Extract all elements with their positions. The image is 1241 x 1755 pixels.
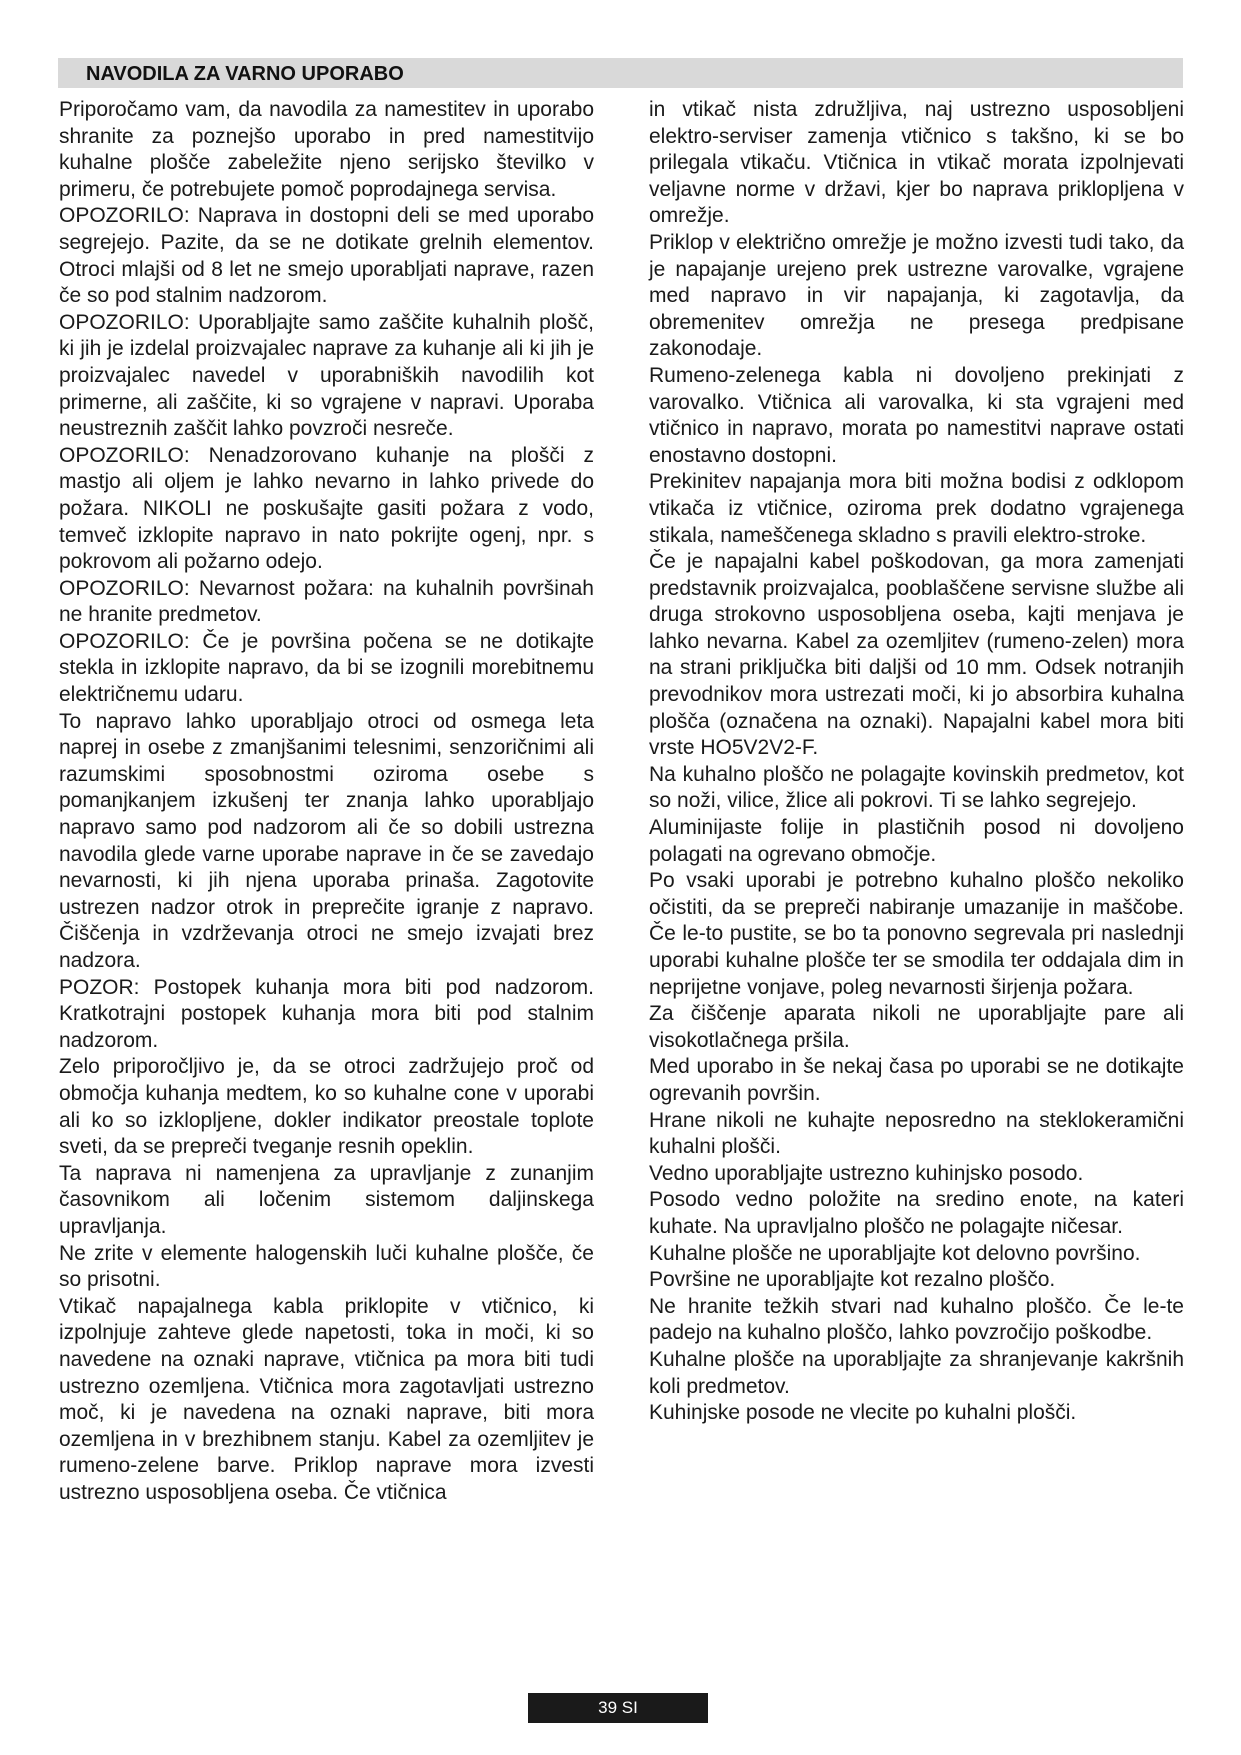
page-number: 39 SI: [598, 1698, 638, 1717]
paragraph: Aluminijaste folije in plastičnih posod ni dovoljeno polagati na ogrevano območje.: [649, 816, 1184, 866]
paragraph: Priporočamo vam, da navodila za namestitev in uporabo shranite za poznejšo uporabo in pred namestitvijo kuhalne plošče zabeležite njeno serijsko številko v primeru, če potrebujete pomoč poprodajnega servisa.: [59, 98, 594, 201]
paragraph: Posodo vedno položite na sredino enote, na kateri kuhate. Na upravljalno ploščo ne polagajte ničesar.: [649, 1188, 1184, 1238]
page-number-badge: [528, 1693, 708, 1723]
paragraph: Med uporabo in še nekaj časa po uporabi se ne dotikajte ogrevanih površin.: [649, 1055, 1184, 1105]
paragraph: Kuhinjske posode ne vlecite po kuhalni plošči.: [649, 1401, 1077, 1425]
paragraph: OPOZORILO: Nevarnost požara: na kuhalnih površinah ne hranite predmetov.: [59, 576, 594, 627]
paragraph: Ne zrite v elemente halogenskih luči kuhalne plošče, če so prisotni.: [59, 1241, 594, 1292]
paragraph: POZOR: Postopek kuhanja mora biti pod nadzorom. Kratkotrajni postopek kuhanja mora biti pod stalnim nadzorom.: [59, 975, 594, 1052]
paragraph: Prekinitev napajanja mora biti možna bodisi z odklopom vtikača iz vtičnice, oziroma prek dodatno vgrajenega stikala, nameščenega skladno s pravili elektro-stroke.: [649, 470, 1184, 547]
section-header-bar: [58, 58, 1183, 88]
section-title: NAVODILA ZA VARNO UPORABO: [86, 63, 404, 85]
paragraph: Rumeno-zelenega kabla ni dovoljeno prekinjati z varovalko. Vtičnica ali varovalka, ki sta vgrajeni med vtičnico in napravo, morata po namestitvi naprave ostati enostavno dostopni.: [649, 363, 1184, 467]
paragraph: OPOZORILO: Uporabljajte samo zaščite kuhalnih plošč, ki jih je izdelal proizvajalec naprave za kuhanje ali ki jih je proizvajalec navedel v uporabniških navodilih kot primerne, ali zaščite, ki so vgrajene v napravi. Uporaba neustreznih zaščit lahko povzroči nesreče.: [59, 310, 594, 441]
paragraph: OPOZORILO: Nenadzorovano kuhanje na plošči z mastjo ali oljem je lahko nevarno in lahko privede do požara. NIKOLI ne poskušajte gasiti požara z vodo, temveč izklopite napravo in nato pokrijte ogenj, npr. s pokrovom ali požarno odejo.: [59, 443, 594, 574]
paragraph: Za čiščenje aparata nikoli ne uporabljajte pare ali visokotlačnega pršila.: [649, 1002, 1184, 1052]
paragraph: Ne hranite težkih stvari nad kuhalno ploščo. Če le-te padejo na kuhalno ploščo, lahko povzročijo poškodbe.: [649, 1294, 1184, 1345]
paragraph: Vedno uporabljajte ustrezno kuhinjsko posodo.: [649, 1161, 1084, 1185]
paragraph: Kuhalne plošče na uporabljajte za shranjevanje kakršnih koli predmetov.: [649, 1347, 1184, 1398]
right-text-column: [649, 97, 1184, 1427]
paragraph: OPOZORILO: Naprava in dostopni deli se med uporabo segrejejo. Pazite, da se ne dotikate grelnih elementov. Otroci mlajši od 8 let ne smejo uporabljati naprave, razen če so pod stalnim nadzorom.: [59, 204, 594, 308]
paragraph: Po vsaki uporabi je potrebno kuhalno ploščo nekoliko očistiti, da se prepreči nabiranje umazanije in maščobe. Če le-to pustite, se bo ta ponovno segrevala pri naslednji uporabi kuhalne plošče ter se smodila ter oddajala dim in neprijetne vonjave, poleg nevarnosti širjenja požara.: [649, 869, 1184, 999]
paragraph: Priklop v električno omrežje je možno izvesti tudi tako, da je napajanje urejeno prek ustrezne varovalke, vgrajene med napravo in vir napajanja, ki zagotavlja, da obremenitev omrežja ne presega predpisane zakonodaje.: [649, 230, 1184, 361]
paragraph: OPOZORILO: Če je površina počena se ne dotikajte stekla in izklopite napravo, da bi se izognili morebitnemu električnemu udaru.: [59, 629, 594, 707]
paragraph: in vtikač nista združljiva, naj ustrezno usposobljeni elektro-serviser zamenja vtičnico s takšno, ki se bo prilegala vtikaču. Vtičnica in vtikač morata izpolnjevati veljavne norme v državi, kjer bo naprava priklopljena v omrežje.: [649, 98, 1184, 228]
paragraph: Na kuhalno ploščo ne polagajte kovinskih predmetov, kot so noži, vilice, žlice ali pokrovi. Ti se lahko segrejejo.: [649, 762, 1184, 813]
paragraph: Vtikač napajalnega kabla priklopite v vtičnico, ki izpolnjuje zahteve glede napetosti, toka in moči, ki so navedene na oznaki naprave, vtičnica pa mora biti tudi ustrezno ozemljena. Vtičnica mora zagotavljati ustrezno moč, ki je navedena na oznaki naprave, biti mora ozemljena in v brezhibnem stanju. Kabel za ozemljitev je rumeno-zelene barve. Priklop naprave mora izvesti ustrezno usposobljena oseba. Če vtičnica: [59, 1294, 594, 1504]
paragraph: To napravo lahko uporabljajo otroci od osmega leta naprej in osebe z zmanjšanimi telesnimi, senzoričnimi ali razumskimi sposobnostmi oziroma osebe s pomanjkanjem izkušenj ter znanja lahko uporabljajo napravo samo pod nadzorom ali če so dobili ustrezna navodila glede varne uporabe naprave in če se zavedajo nevarnosti, ki jih njena uporaba prinaša. Zagotovite ustrezen nadzor otrok in preprečite igranje z napravo. Čiščenja in vzdrževanja otroci ne smejo izvajati brez nadzora.: [59, 709, 594, 972]
paragraph: Ta naprava ni namenjena za upravljanje z zunanjim časovnikom ali ločenim sistemom daljinskega upravljanja.: [59, 1161, 594, 1238]
paragraph: Zelo priporočljivo je, da se otroci zadržujejo proč od območja kuhanja medtem, ko so kuhalne cone v uporabi ali ko so izklopljene, dokler indikator preostale toplote sveti, da se prepreči tveganje resnih opeklin.: [59, 1055, 594, 1159]
paragraph: Če je napajalni kabel poškodovan, ga mora zamenjati predstavnik proizvajalca, pooblaščene servisne službe ali druga strokovno usposobljena oseba, kajti menjava je lahko nevarna. Kabel za ozemljitev (rumeno-zelen) mora na strani priključka biti daljši od 10 mm. Odsek notranjih prevodnikov mora ustrezati moči, ki jo absorbira kuhalna plošča (označena na oznaki). Napajalni kabel mora biti vrste HO5V2V2-F.: [649, 550, 1184, 760]
left-text-column: [59, 97, 594, 1506]
paragraph: Hrane nikoli ne kuhajte neposredno na steklokeramični kuhalni plošči.: [649, 1108, 1184, 1159]
paragraph: Kuhalne plošče ne uporabljajte kot delovno površino.: [649, 1241, 1141, 1265]
paragraph: Površine ne uporabljajte kot rezalno ploščo.: [649, 1268, 1056, 1292]
